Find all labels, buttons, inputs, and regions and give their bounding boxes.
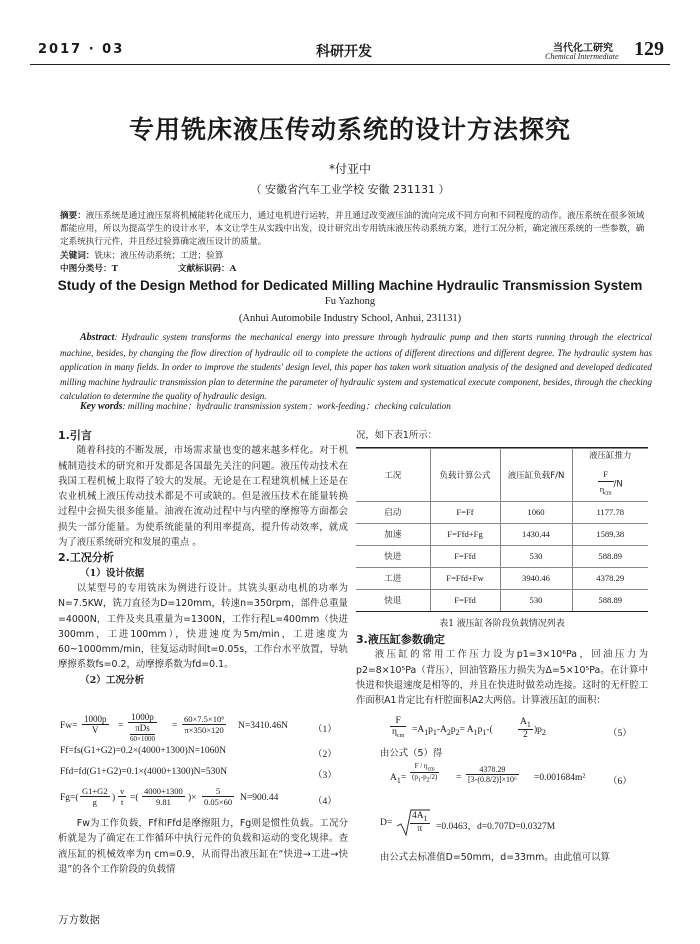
classification-cn [60, 263, 652, 276]
table-caption: 表1 液压缸各阶段负载情况列表 [439, 619, 565, 629]
author-en: Fu Yazhong [324, 296, 376, 307]
section-1-body: 随着科技的不断发展，市场需求量也变的越来越多样化。对于机械制造技术的研究和开发都是各国最先关注的问题。液压传动技术在我国工程机械上取得了较大的发展。无论是在工程建筑机械上还是在农业机械上液压传动技术都是不可或缺的。但是液压技术在能量转换过程中会损失很多能量。油液在流动过程中与内壁的摩擦等方面都会损失一部分能量。为使系统能量的利用率提高，提升传动效率，就成为了液压系统研究和发展的重点 。 [58, 445, 348, 549]
section-2-2-body: Fw为工作负载，Ff和Ffd是摩擦阻力，Fg则是惯性负载。工况分析就是为了确定在工作循环中执行元件的负载和运动的变化规律。查液压缸的机械效率为η cm=0.9，从而得出液压缸在“快进→工进→快退”的各个工作阶段的负载情 [58, 818, 348, 875]
thrust-unit: /N [613, 479, 623, 490]
equation-2-text: Ff=fs(G1+G2)=0.2×(4000+1300)N=1060N [60, 746, 226, 756]
from-formula-5: 由公式（5）得 [380, 748, 443, 759]
closing-text: 由公式去标准值D=50mm，d=33mm。由此值可以算 [380, 852, 610, 863]
equation-1-number: （1） [313, 725, 337, 735]
section-3-body: 液压缸的常用工作压力设为p1=3×10⁶Pa，回油压力为p2=8×10⁵Pa（背压），回油管路压力损失为Δ=5×10⁵Pa。在计算中快进和快退速度是相等的，并且在快进时做差动连接。这时的无杆腔工作面积A1肯定比有杆腔面积A2大两倍。计算液压缸的面积： [356, 649, 648, 707]
table-row [356, 589, 648, 611]
table-cell: 4378.29 [572, 567, 648, 589]
author-cn: *付亚中 [328, 162, 371, 176]
keywords-cn [60, 250, 652, 263]
equation-2-number: （2） [313, 750, 337, 760]
issue-date: 2017 · 03 [38, 42, 125, 57]
section-2-1-body: 以某型号的专用铣床为例进行设计。其铣头驱动电机的功率为N=7.5KW，铣刀直径为D=120mm，转速n=350rpm，部件总重量=4000N，工件及夹具重量为=1300N，工作行程L=400mm（快进300mm，工进100mm），快进速度为5m/min，工进速度为60~1000mm/min，往复运动时间t=0.05s，工作台水平放置，导轨摩擦系数fs=0.2，动摩擦系数为fd=0.1。 [58, 582, 348, 671]
table-cell: 工进 [356, 567, 430, 589]
abstract-cn-label: 摘要： [60, 211, 86, 221]
paper-title-cn: 专用铣床液压传动系统的设计方法探究 [128, 115, 571, 144]
cls-value: T [111, 264, 118, 274]
abstract-en-label: Abstract [80, 332, 115, 343]
header-rule [30, 64, 670, 65]
section-2-heading: 2.工况分析 [58, 551, 114, 565]
table-cell: 588.89 [572, 545, 648, 567]
table-header-cell: 工况 [356, 449, 430, 502]
table-cell: 快进 [356, 545, 430, 567]
load-table [356, 448, 648, 612]
abstract-en [60, 330, 652, 404]
section-2-1-heading: （1）设计依据 [80, 567, 145, 579]
equation-7: D= $\frac{4A_1}{\pi}$ =0.0463，d=0.707D=0.0327M [380, 808, 648, 838]
table-row [356, 523, 648, 545]
thrust-header-label: 液压缸推力 [588, 451, 632, 461]
footer-watermark: 万方数据 [58, 914, 100, 926]
journal-name-en: Chemical Intermediate [545, 52, 619, 61]
doc-label: 文献标识码： [177, 264, 230, 274]
paper-title-en: Study of the Design Method for Dedicated Milling Machine Hydraulic Transmission System [57, 278, 643, 293]
equation-3 [60, 767, 350, 781]
cls-label: 中图分类号： [60, 264, 112, 274]
table-cell: 1060 [500, 501, 572, 523]
table-cell: 1589.38 [572, 523, 648, 545]
table-cell: 3940.46 [500, 567, 572, 589]
table-bottom-rule [356, 611, 648, 612]
doc-value: A [229, 264, 237, 274]
table-row [356, 501, 648, 523]
table-header-cell: 负载计算公式 [430, 449, 500, 502]
table-cell: F=Ffd [430, 545, 500, 567]
table-cell: 1430.44 [500, 523, 572, 545]
table-cell: 启动 [356, 501, 430, 523]
equation-1: Fw= $\frac{1000p}{V}$ = 1000p πDs 60×1000 = $\frac{\text{60×7.5×10⁶}}{\pi\times 350\times 120}$ N=3410.46N （1） [60, 712, 337, 743]
table-header-cell-thrust: 液压缸推力 $\frac{F}{\eta_{cm}}$ /N [572, 449, 648, 502]
section-2-2-heading: （2）工况分析 [80, 674, 145, 686]
equation-6-number: （6） [608, 777, 632, 787]
section-title: 科研开发 [316, 44, 372, 60]
equation-3-number: （3） [313, 771, 337, 781]
affiliation-cn: （ 安徽省汽车工业学校 安徽 231131 ） [250, 183, 450, 196]
table-cell: F=Ffd [430, 589, 500, 611]
equation-7-text: =0.0463，d=0.707D=0.0327M [436, 822, 556, 832]
page-number: 129 [634, 38, 664, 60]
equation-6: $A_1=$ F / $\eta_{cm}$ $(p_1-p_2/2)$ = $\frac{4378.29}{\text{[3-(0.8/2)]×10⁶}}$ =0.001684m² （6） [390, 762, 632, 787]
abstract-cn-text: 液压系统是通过液压泵将机械能转化成压力，通过电机进行运转，并且通过改变液压油的流向完成不同方向和不同程度的动作。液压系统在很多领域都能应用，所以为提高学生的设计水平，本文让学生从实践中出发，设计研究出专用铣床液压传动系统方案，进行工况分析，确定液压系统的一些参数，确定系统执行元件，并且经过验算确定液压设计的质量。 [60, 211, 645, 247]
affiliation-en: (Anhui Automobile Industry School, Anhui, 231131) [238, 313, 462, 324]
table-cell: F=Ff [430, 501, 500, 523]
left-column [58, 428, 348, 688]
section-1-heading: 1.引言 [58, 429, 92, 442]
equation-4: Fg=( $\frac{G1+G2}{g}$ ) $\frac{v}{t}$ =( $\frac{4000+1300}{9.81}$ )× $\frac{5}{0.05\times 60}$ N=900.44 （4） [60, 786, 337, 807]
equation-5-number: （5） [608, 729, 632, 739]
table-cell: 1177.78 [572, 501, 648, 523]
table-cell: 588.89 [572, 589, 648, 611]
abstract-cn [60, 210, 652, 249]
table-cell: 530 [500, 545, 572, 567]
table-header-cell: 液压缸负载F/N [500, 449, 572, 502]
journal-name-cn: 当代化工研究 [553, 43, 613, 54]
keywords-en-label: Key words [80, 401, 123, 412]
abstract-en-text: : Hydraulic system transforms the mechanical energy into pressure through hydraulic pump and then starts running through the electrical machine, besides, by changing the flow direction of hydraulic oil to complete the actions of different directions and different degree. The hydraulic system has application in many fields. In order to improve the students' design level, this paper has taken work situation analysis of the designed and developed dedicated milling machine hydraulic transmission plan to determine the parameter of hydraulic system and systematical execute component, besides, through the checking calculation to determine the quality of hydraulic design. [60, 332, 652, 402]
keywords-en-text: : milling machine；hydraulic transmission system；work-feeding；checking calculation [122, 401, 451, 411]
keywords-cn-text: 铣床；液压传动系统；工进；验算 [94, 251, 224, 261]
table-row [356, 567, 648, 589]
table-intro: 况，如下表1所示： [356, 430, 437, 441]
table-cell: 530 [500, 589, 572, 611]
equation-3-text: Ffd=fd(G1+G2)=0.1×(4000+1300)N=530N [60, 767, 227, 777]
table-cell: F=Ffd+Fg [430, 523, 500, 545]
table-cell: F=Ffd+Fw [430, 567, 500, 589]
keywords-en [80, 398, 451, 412]
table-cell: 快退 [356, 589, 430, 611]
equation-2 [60, 746, 350, 760]
table-header-row [356, 449, 648, 502]
equation-4-number: （4） [313, 797, 337, 807]
keywords-cn-label: 关键词： [60, 251, 95, 261]
table-row [356, 545, 648, 567]
right-column [356, 632, 648, 708]
table-cell: 加速 [356, 523, 430, 545]
equation-5: F $\eta_{cm}$ $=A_1p_1-A_2p_2= A_1p_1-$( $\frac{A_1}{2}$ )$p_2$ （5） [392, 716, 632, 740]
section-3-heading: 3.液压缸参数确定 [356, 633, 445, 646]
